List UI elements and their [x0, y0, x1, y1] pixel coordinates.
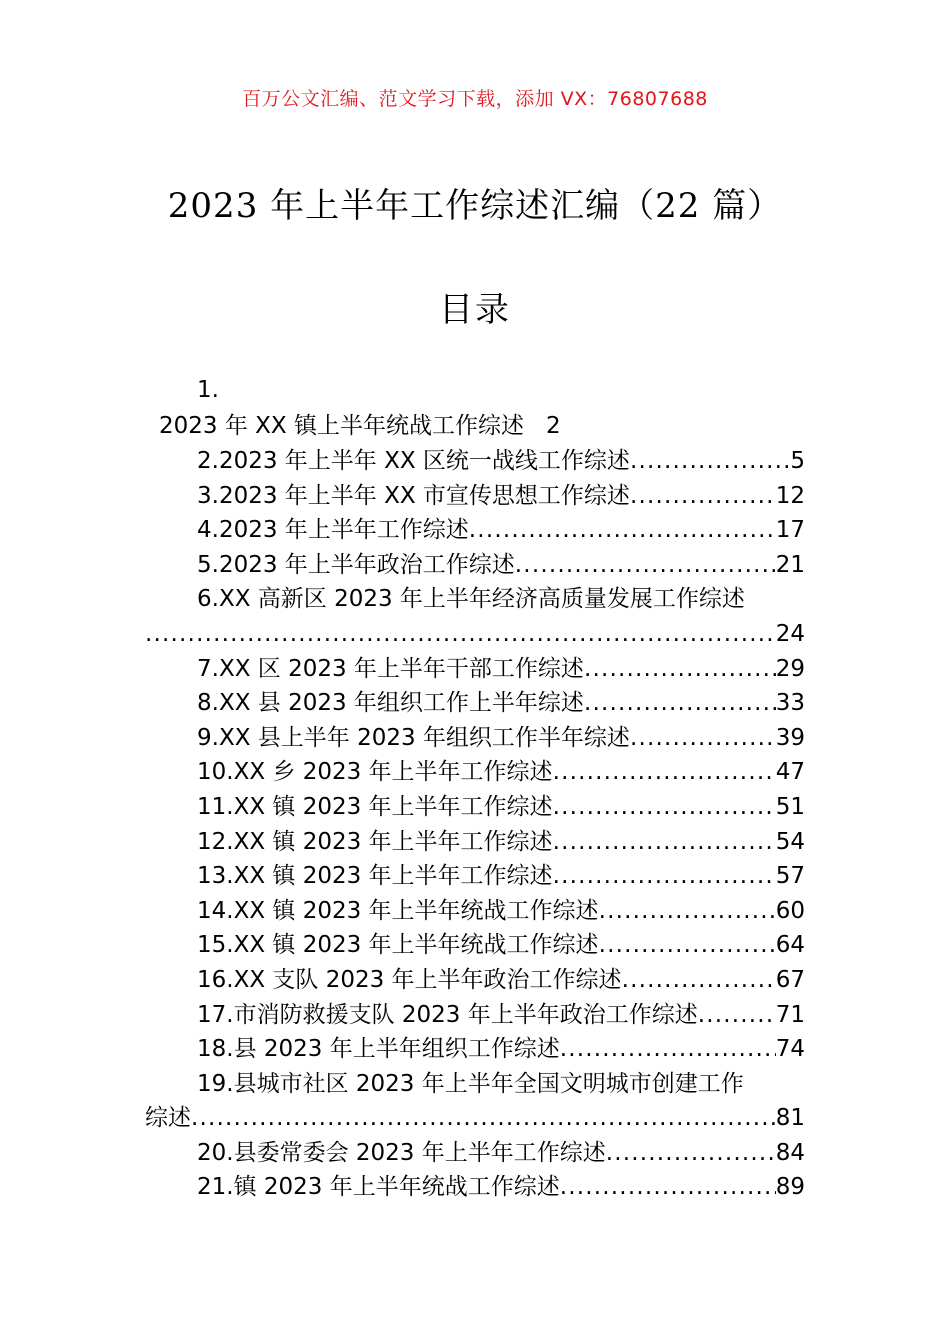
toc-entry-label: 16.XX 支队 2023 年上半年政治工作综述 — [197, 966, 622, 993]
toc-entry-label: 2.2023 年上半年 XX 区统一战线工作综述 — [197, 448, 630, 474]
toc-entry[interactable] — [145, 686, 805, 721]
toc-entry-page: 51 — [775, 793, 805, 820]
toc-leader-dots — [553, 755, 776, 790]
toc-heading: 目录 — [439, 290, 511, 330]
toc-entry-page: 2 — [545, 413, 561, 439]
toc-entry-page: 71 — [775, 1001, 805, 1028]
toc-entry-label: 11.XX 镇 2023 年上半年工作综述 — [197, 793, 553, 820]
toc-entry-19[interactable] — [145, 1067, 805, 1102]
toc-leader-dots — [630, 479, 776, 514]
toc-entry[interactable] — [145, 479, 805, 514]
toc-entry-19-continued[interactable] — [145, 1101, 805, 1136]
toc-entry-page: 74 — [775, 1036, 805, 1063]
toc-entry-label-continued: 综述 — [145, 1105, 191, 1132]
toc-entry-page: 33 — [775, 690, 805, 717]
toc-entry-page: 64 — [775, 932, 805, 959]
toc-entry-page: 17 — [775, 517, 805, 544]
toc-entry-label: 14.XX 镇 2023 年上半年统战工作综述 — [197, 897, 599, 924]
toc-entry-label: 12.XX 镇 2023 年上半年工作综述 — [197, 828, 553, 855]
toc-entry-label: 10.XX 乡 2023 年上半年工作综述 — [197, 759, 553, 786]
toc-leader-dots — [553, 790, 776, 825]
toc-leader-dots — [469, 513, 776, 548]
toc-leader-dots — [191, 1101, 776, 1136]
toc-entry[interactable] — [145, 859, 805, 894]
toc-entry[interactable] — [145, 998, 805, 1033]
toc-entry[interactable] — [145, 1136, 805, 1171]
toc-entry-6[interactable] — [145, 582, 805, 617]
toc-entry[interactable] — [145, 721, 805, 756]
toc-entry-page: 21 — [775, 551, 805, 578]
toc-entry-label: 17.市消防救援支队 2023 年上半年政治工作综述 — [197, 1001, 698, 1028]
toc-entry-label: 5.2023 年上半年政治工作综述 — [197, 551, 515, 578]
toc-entry-page: 89 — [775, 1174, 805, 1201]
toc-leader-dots — [584, 652, 776, 687]
toc-entry-label: 19.县城市社区 2023 年上半年全国文明城市创建工作 — [197, 1070, 744, 1097]
toc-leader-dots — [630, 444, 790, 479]
toc-entry-label: 9.XX 县上半年 2023 年组织工作半年综述 — [197, 724, 630, 751]
toc-entry-label: 4.2023 年上半年工作综述 — [197, 517, 469, 544]
toc-entry-label: 20.县委常委会 2023 年上半年工作综述 — [197, 1139, 606, 1166]
toc-entry-label: 21.镇 2023 年上半年统战工作综述 — [197, 1174, 560, 1201]
toc-entry[interactable] — [145, 1170, 805, 1205]
toc-entry-label: 2023 年 XX 镇上半年统战工作综述 — [159, 413, 524, 439]
toc-leader-dots — [515, 548, 776, 583]
toc-leader-dots — [630, 721, 776, 756]
toc-entry-page: 81 — [775, 1105, 805, 1132]
toc-leader-dots — [606, 1136, 776, 1171]
toc-entry[interactable] — [145, 1032, 805, 1067]
toc-entry-label: 18.县 2023 年上半年组织工作综述 — [197, 1036, 560, 1063]
header-note: 百万公文汇编、范文学习下载，添加 VX：76807688 — [242, 88, 708, 110]
toc-entry[interactable] — [145, 755, 805, 790]
document-title: 2023 年上半年工作综述汇编（22 篇） — [167, 186, 783, 226]
toc-leader-dots — [553, 825, 776, 860]
toc-leader-dots — [599, 928, 776, 963]
toc-entry-label: 15.XX 镇 2023 年上半年统战工作综述 — [197, 932, 599, 959]
toc-entry[interactable] — [145, 652, 805, 687]
toc-entry[interactable] — [145, 790, 805, 825]
toc-entry[interactable] — [145, 513, 805, 548]
toc-leader-dots — [584, 686, 776, 721]
toc-entry-label: 3.2023 年上半年 XX 市宣传思想工作综述 — [197, 482, 630, 509]
toc-entry-label: 6.XX 高新区 2023 年上半年经济高质量发展工作综述 — [197, 586, 745, 613]
toc-entry-page: 29 — [775, 655, 805, 682]
toc-entry[interactable] — [145, 444, 805, 479]
toc-leader-dots — [698, 998, 776, 1033]
toc-entry-page: 54 — [775, 828, 805, 855]
toc-entry-page: 39 — [775, 724, 805, 751]
toc-entry-page: 67 — [775, 966, 805, 993]
toc-entry-page: 24 — [775, 620, 805, 647]
toc-leader-dots — [560, 1032, 776, 1067]
toc-entry[interactable] — [145, 825, 805, 860]
toc-entry[interactable] — [145, 928, 805, 963]
toc-entry[interactable] — [145, 548, 805, 583]
toc-leader-dots — [560, 1170, 776, 1205]
toc-entry-page: 12 — [775, 482, 805, 509]
toc-entry-label: 7.XX 区 2023 年上半年干部工作综述 — [197, 655, 584, 682]
toc-leader-dots — [599, 894, 776, 929]
toc-entry-1-number: 1. — [197, 377, 219, 403]
toc-leader-dots — [553, 859, 776, 894]
toc-entry-page: 57 — [775, 863, 805, 890]
toc-leader-dots — [145, 617, 776, 652]
toc-entry-page: 60 — [775, 897, 805, 924]
table-of-contents — [145, 372, 805, 1205]
toc-entry-page: 47 — [775, 759, 805, 786]
toc-entry[interactable] — [145, 963, 805, 998]
toc-entry-6-continued[interactable] — [145, 617, 805, 652]
toc-entry-1[interactable] — [145, 408, 805, 444]
toc-entry-page: 84 — [775, 1139, 805, 1166]
toc-entry-label: 13.XX 镇 2023 年上半年工作综述 — [197, 863, 553, 890]
toc-leader-dots — [622, 963, 776, 998]
toc-entry[interactable] — [145, 894, 805, 929]
toc-entry-label: 8.XX 县 2023 年组织工作上半年综述 — [197, 690, 584, 717]
toc-entry-page: 5 — [790, 448, 805, 474]
